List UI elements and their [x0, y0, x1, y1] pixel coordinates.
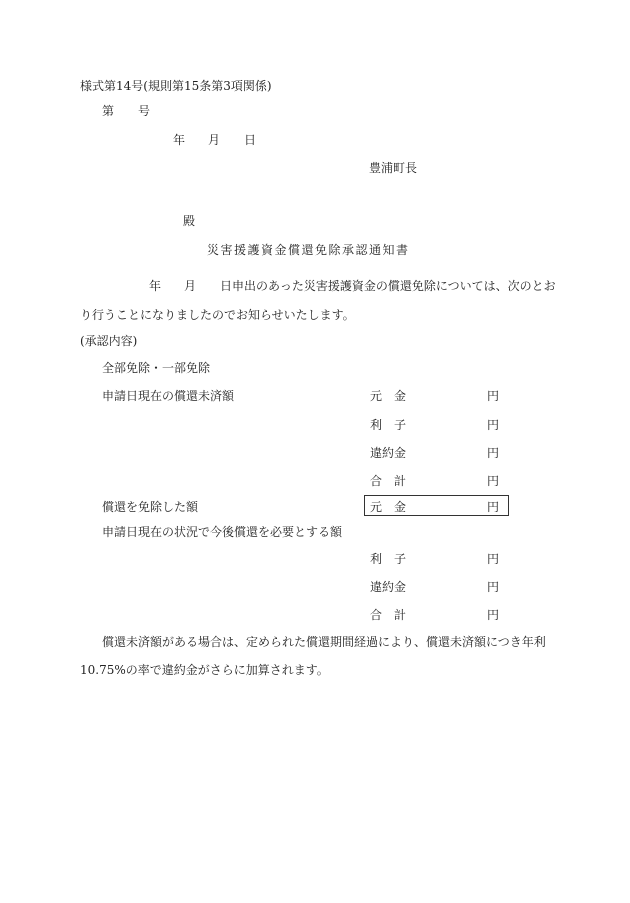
intro-month: 月	[184, 279, 197, 293]
required-penalty-label: 違約金	[370, 580, 407, 594]
date-month: 月	[208, 133, 221, 147]
intro-line-1: 日申出のあった災害援護資金の償還免除については、次のとお	[220, 279, 556, 293]
unpaid-principal-label: 元 金	[370, 389, 407, 403]
form-number: 様式第14号(規則第15条第3項関係)	[80, 79, 272, 93]
required-total-label: 合 計	[370, 608, 407, 622]
unpaid-interest-label: 利 子	[370, 418, 407, 432]
exempted-principal-label: 元 金	[370, 500, 407, 514]
unpaid-principal-unit: 円	[487, 389, 500, 403]
required-interest-unit: 円	[487, 552, 500, 566]
date-day: 日	[244, 133, 257, 147]
required-total-unit: 円	[487, 608, 500, 622]
document-number-suffix: 号	[138, 104, 151, 118]
section-title: (承認内容)	[80, 334, 138, 348]
exemption-type: 全部免除・一部免除	[102, 361, 211, 375]
unpaid-total-label: 合 計	[370, 474, 407, 488]
addressee-honorific: 殿	[183, 214, 196, 228]
intro-line-2: り行うことになりましたのでお知らせいたします。	[80, 308, 355, 322]
required-penalty-unit: 円	[487, 580, 500, 594]
document-title: 災害援護資金償還免除承認通知書	[207, 243, 410, 257]
exempted-label: 償還を免除した額	[102, 500, 199, 514]
unpaid-penalty-unit: 円	[487, 446, 500, 460]
required-interest-label: 利 子	[370, 552, 407, 566]
intro-year: 年	[149, 279, 162, 293]
unpaid-penalty-label: 違約金	[370, 446, 407, 460]
note-line-2: 10.75%の率で違約金がさらに加算されます。	[80, 663, 329, 677]
unpaid-total-unit: 円	[487, 474, 500, 488]
issuer: 豊浦町長	[369, 161, 418, 175]
exempted-principal-unit: 円	[487, 500, 500, 514]
document-number-prefix: 第	[102, 104, 115, 118]
required-label: 申請日現在の状況で今後償還を必要とする額	[102, 525, 343, 539]
unpaid-label: 申請日現在の償還未済額	[102, 389, 235, 403]
date-year: 年	[173, 133, 186, 147]
unpaid-interest-unit: 円	[487, 418, 500, 432]
note-line-1: 償還未済額がある場合は、定められた償還期間経過により、償還未済額につき年利	[102, 635, 546, 649]
